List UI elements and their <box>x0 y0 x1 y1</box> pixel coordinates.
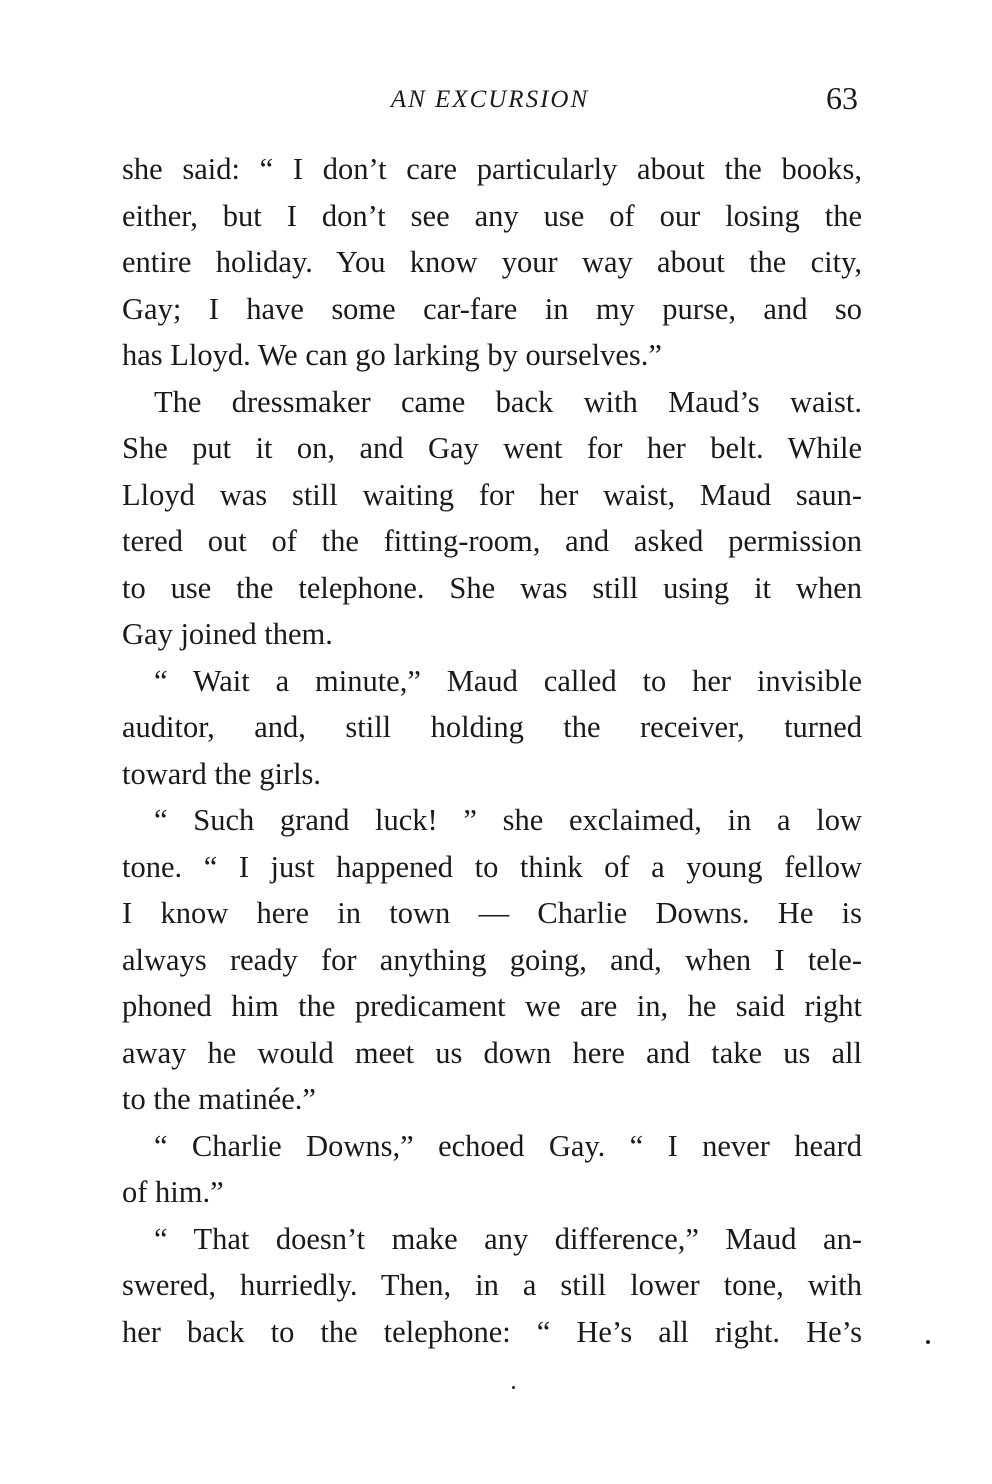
text-line: either, but I don’t see any use of our losing the <box>122 198 862 233</box>
running-head <box>120 80 860 120</box>
text-line: of him.” <box>122 1175 224 1209</box>
text-line: “ That doesn’t make any difference,” Maud an- <box>154 1221 862 1256</box>
text-line: tone. “ I just happened to think of a young fellow <box>122 849 862 884</box>
ink-speck <box>512 1386 515 1389</box>
text-line: toward the girls. <box>122 756 322 791</box>
text-line: Lloyd was still waiting for her waist, Maud saun- <box>122 477 862 512</box>
text-line: she said: “ I don’t care particularly about the books, <box>122 152 862 186</box>
text-line: Gay joined them. <box>122 617 333 651</box>
text-line: I know here in town — Charlie Downs. He is <box>122 896 862 930</box>
text-line: She put it on, and Gay went for her belt. While <box>122 431 862 465</box>
text-line: tered out of the fitting-room, and asked permission <box>122 524 862 558</box>
text-line: her back to the telephone: “ He’s all right. He’s <box>122 1314 862 1349</box>
text-line: has Lloyd. We can go larking by ourselves.” <box>122 338 662 372</box>
text-line: Gay; I have some car-fare in my purse, and so <box>122 291 862 326</box>
text-line: always ready for anything going, and, when I tele- <box>122 942 862 977</box>
ink-speck <box>926 1340 930 1344</box>
text-line: “ Such grand luck! ” she exclaimed, in a low <box>154 803 862 837</box>
text-line: to the matinée.” <box>122 1082 316 1116</box>
text-line: “ Charlie Downs,” echoed Gay. “ I never heard <box>154 1128 862 1163</box>
text-line: “ Wait a minute,” Maud called to her invisible <box>154 663 862 698</box>
text-line: away he would meet us down here and take us all <box>122 1035 862 1070</box>
running-title: AN EXCURSION <box>390 86 590 113</box>
text-line: swered, hurriedly. Then, in a still lower tone, with <box>122 1268 862 1302</box>
text-line: phoned him the predicament we are in, he said right <box>122 989 862 1023</box>
text-line: to use the telephone. She was still using it when <box>122 570 862 605</box>
text-line: auditor, and, still holding the receiver, turned <box>122 710 862 744</box>
page-number: 63 <box>826 80 858 116</box>
text-line: entire holiday. You know your way about the city, <box>122 245 862 279</box>
body-text <box>122 146 862 1355</box>
text-line: The dressmaker came back with Maud’s waist. <box>154 384 862 419</box>
